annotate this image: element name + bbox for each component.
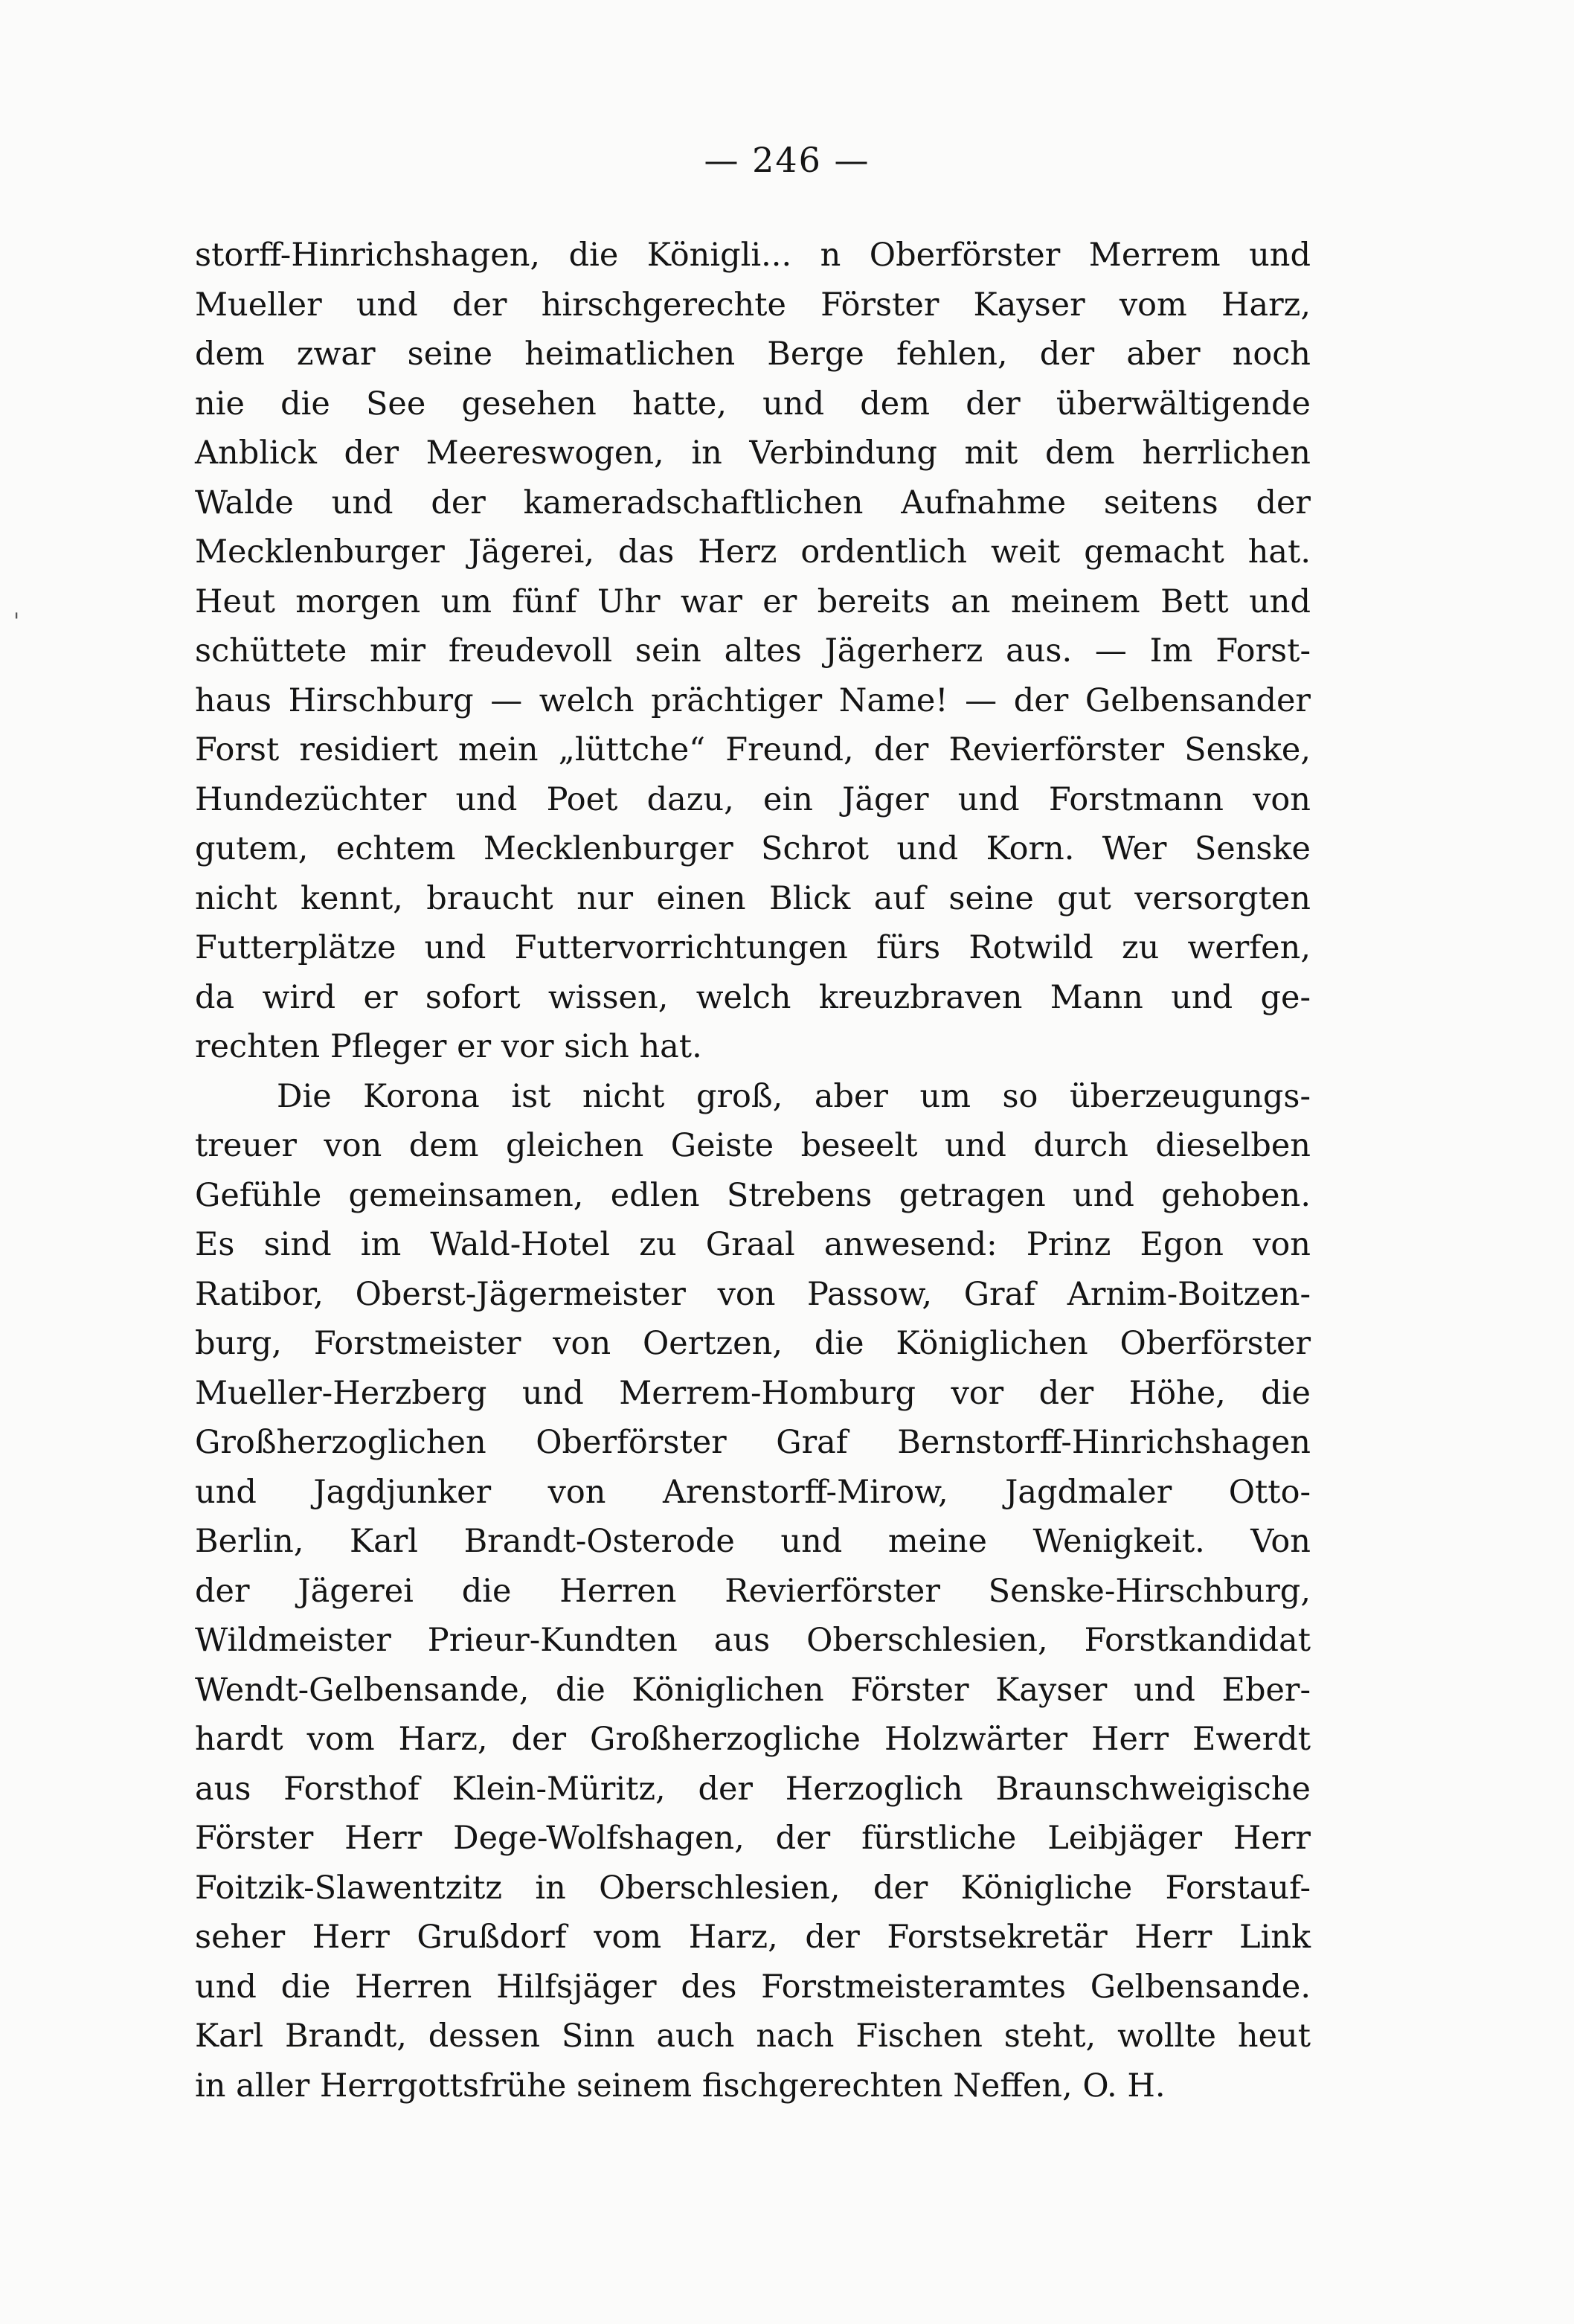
text-line: burg, Forstmeister von Oertzen, die Königlichen Oberförster	[195, 1325, 1311, 1362]
text-line: Foitzik-Slawentzitz in Oberschlesien, der Königliche Forstauf-	[195, 1869, 1311, 1907]
text-line: Karl Brandt, dessen Sinn auch nach Fischen steht, wollte heut	[195, 2018, 1311, 2055]
text-line: gutem, echtem Mecklenburger Schrot und Korn. Wer Senske	[195, 830, 1311, 867]
text-line: und Jagdjunker von Arenstorff-Mirow, Jagdmaler Otto-	[195, 1473, 1311, 1511]
text-line: nie die See gesehen hatte, und dem der überwältigende	[195, 385, 1311, 423]
text-line: Futterplätze und Futtervorrichtungen fürs Rotwild zu werfen,	[195, 929, 1311, 966]
text-line: Ratibor, Oberst-Jägermeister von Passow, Graf Arnim-Boitzen-	[195, 1275, 1311, 1313]
text-line: Berlin, Karl Brandt-Osterode und meine Wenigkeit. Von	[195, 1523, 1311, 1560]
text-line: seher Herr Grußdorf vom Harz, der Forstsekretär Herr Link	[195, 1919, 1311, 1956]
text-line: rechten Pfleger er vor sich hat.	[195, 1028, 702, 1065]
text-line: Mueller und der hirschgerechte Förster Kayser vom Harz,	[195, 286, 1311, 324]
text-line: storff-Hinrichshagen, die Königli... n Oberförster Merrem und	[195, 237, 1311, 274]
text-line: Walde und der kameradschaftlichen Aufnahme seitens der	[195, 484, 1311, 521]
text-line: nicht kennt, braucht nur einen Blick auf seine gut versorgten	[195, 879, 1311, 917]
text-line: schüttete mir freudevoll sein altes Jägerherz aus. — Im Forst-	[195, 632, 1311, 670]
text-line: da wird er sofort wissen, welch kreuzbraven Mann und ge-	[195, 978, 1311, 1016]
margin-tick: '	[13, 609, 20, 635]
body-text	[195, 231, 1311, 2110]
text-line: Großherzoglichen Oberförster Graf Bernstorff-Hinrichshagen	[195, 1424, 1311, 1461]
text-line: in aller Herrgottsfrühe seinem fischgerechten Neffen, O. H.	[195, 2067, 1166, 2105]
text-line: Mecklenburger Jägerei, das Herz ordentlich weit gemacht hat.	[195, 533, 1311, 571]
text-line: Wendt-Gelbensande, die Königlichen Förster Kayser und Eber-	[195, 1671, 1311, 1709]
text-line: und die Herren Hilfsjäger des Forstmeisteramtes Gelbensande.	[195, 1968, 1311, 2006]
text-line: aus Forsthof Klein-Müritz, der Herzoglich Braunschweigische	[195, 1770, 1311, 1808]
text-line: Es sind im Wald-Hotel zu Graal anwesend: Prinz Egon von	[195, 1226, 1311, 1263]
text-line: Förster Herr Dege-Wolfshagen, der fürstliche Leibjäger Herr	[195, 1820, 1311, 1857]
text-line: Mueller-Herzberg und Merrem-Homburg vor der Höhe, die	[195, 1374, 1311, 1412]
text-line: Gefühle gemeinsamen, edlen Strebens getragen und gehoben.	[195, 1176, 1311, 1214]
text-line: Die Korona ist nicht groß, aber um so überzeugungs-	[277, 1077, 1311, 1115]
text-line: Anblick der Meereswogen, in Verbindung mit dem herrlichen	[195, 434, 1311, 472]
text-line: der Jägerei die Herren Revierförster Senske-Hirschburg,	[195, 1572, 1311, 1610]
text-line: dem zwar seine heimatlichen Berge fehlen, der aber noch	[195, 336, 1311, 373]
text-line: Heut morgen um fünf Uhr war er bereits an meinem Bett und	[195, 582, 1311, 620]
text-line: haus Hirschburg — welch prächtiger Name! — der Gelbensander	[195, 681, 1311, 719]
text-line: hardt vom Harz, der Großherzogliche Holzwärter Herr Ewerdt	[195, 1721, 1311, 1758]
text-line: treuer von dem gleichen Geiste beseelt und durch dieselben	[195, 1127, 1311, 1164]
page-number: — 246 —	[704, 140, 870, 180]
text-line: Forst residiert mein „lüttche“ Freund, der Revierförster Senske,	[195, 731, 1311, 768]
text-line: Hundezüchter und Poet dazu, ein Jäger und Forstmann von	[195, 780, 1311, 818]
text-line: Wildmeister Prieur-Kundten aus Oberschlesien, Forstkandidat	[195, 1622, 1311, 1659]
